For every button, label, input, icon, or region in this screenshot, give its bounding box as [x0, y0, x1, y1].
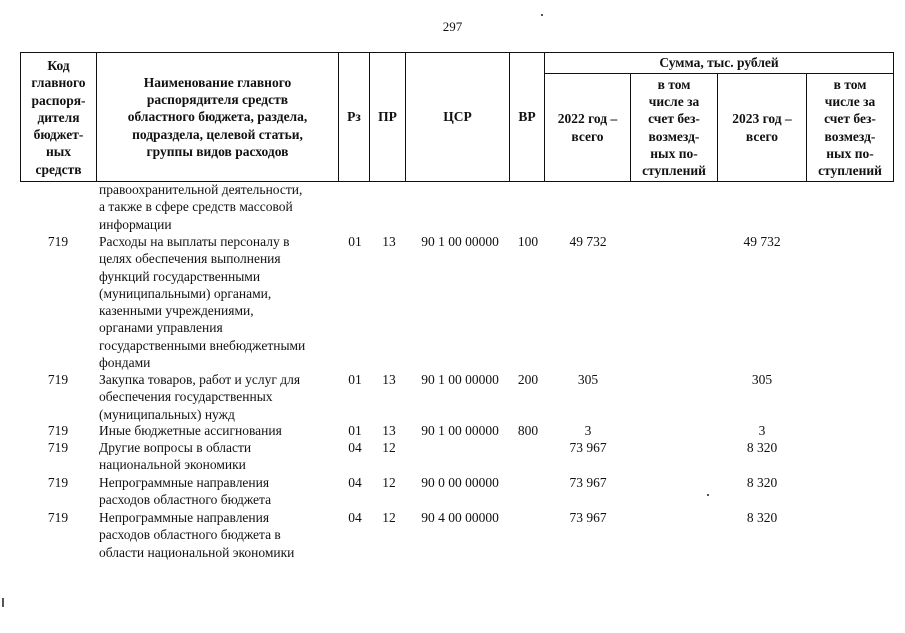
row-name: Непрограммные направления расходов областного бюджета в области национальной экономики	[99, 510, 295, 560]
row-code: 719	[47, 510, 69, 525]
row-code: 719	[47, 372, 69, 387]
header-csr: ЦСР	[443, 109, 472, 125]
header-code: Код главного распоря- дителя бюджет- ных средств	[31, 57, 86, 177]
row-2023: 3	[758, 423, 766, 438]
header-pr: ПР	[378, 109, 397, 125]
row-vr: 800	[517, 423, 539, 438]
row-code: 719	[47, 475, 69, 490]
header-2022-including: в том числе за счет без- возмезд- ных по- ступлений	[642, 76, 706, 179]
row-rz: 04	[348, 440, 362, 455]
row-name: Другие вопросы в области национальной экономики	[99, 440, 252, 473]
header-2022-total: 2022 год – всего	[557, 111, 618, 144]
row-name: правоохранительной деятельности, а также в сфере средств массовой информации	[99, 182, 303, 232]
row-2022: 3	[584, 423, 592, 438]
row-code: 719	[47, 440, 69, 455]
scan-speck	[707, 494, 709, 496]
row-pr: 13	[382, 423, 396, 438]
scan-speck	[2, 598, 4, 607]
row-pr: 12	[382, 440, 396, 455]
header-2023-including: в том числе за счет без- возмезд- ных по- ступлений	[818, 76, 882, 179]
header-name: Наименование главного распорядителя средств областного бюджета, раздела, подраздела, целевой статьи, группы видов расходов	[127, 74, 308, 159]
row-2022: 73 967	[569, 475, 607, 490]
row-2023: 305	[751, 372, 773, 387]
table-header	[20, 52, 894, 182]
row-2023: 49 732	[743, 234, 781, 249]
row-2023: 8 320	[746, 510, 778, 525]
header-vr: ВР	[518, 109, 536, 125]
row-pr: 13	[382, 234, 396, 249]
row-2022: 73 967	[569, 510, 607, 525]
row-2023: 8 320	[746, 475, 778, 490]
row-2022: 73 967	[569, 440, 607, 455]
row-name: Иные бюджетные ассигнования	[99, 423, 282, 438]
row-name: Закупка товаров, работ и услуг для обеспечения государственных (муниципальных) нужд	[99, 372, 301, 422]
row-rz: 04	[348, 475, 362, 490]
row-rz: 01	[348, 423, 362, 438]
header-2023-total: 2023 год – всего	[732, 111, 792, 144]
row-csr: 90 0 00 00000	[421, 475, 499, 490]
row-csr: 90 4 00 00000	[421, 510, 499, 525]
page-number: 297	[442, 19, 463, 34]
row-2022: 305	[577, 372, 599, 387]
row-vr: 200	[517, 372, 539, 387]
row-pr: 12	[382, 475, 396, 490]
row-rz: 01	[348, 372, 362, 387]
row-pr: 12	[382, 510, 396, 525]
row-csr: 90 1 00 00000	[421, 372, 499, 387]
row-name: Расходы на выплаты персоналу в целях обеспечения выполнения функций государственными (муниципальными) органами, казенными учреждениями, органами управления государственными внебюджетными фондами	[99, 234, 306, 371]
row-csr: 90 1 00 00000	[421, 234, 499, 249]
row-2023: 8 320	[746, 440, 778, 455]
scan-speck	[541, 14, 543, 16]
header-rz: Рз	[347, 109, 361, 125]
row-name: Непрограммные направления расходов областного бюджета	[99, 475, 272, 508]
row-csr: 90 1 00 00000	[421, 423, 499, 438]
row-rz: 04	[348, 510, 362, 525]
row-code: 719	[47, 234, 69, 249]
row-vr: 100	[517, 234, 539, 249]
row-2022: 49 732	[569, 234, 607, 249]
header-sum-title: Сумма, тыс. рублей	[659, 54, 779, 70]
row-rz: 01	[348, 234, 362, 249]
row-code: 719	[47, 423, 69, 438]
row-pr: 13	[382, 372, 396, 387]
